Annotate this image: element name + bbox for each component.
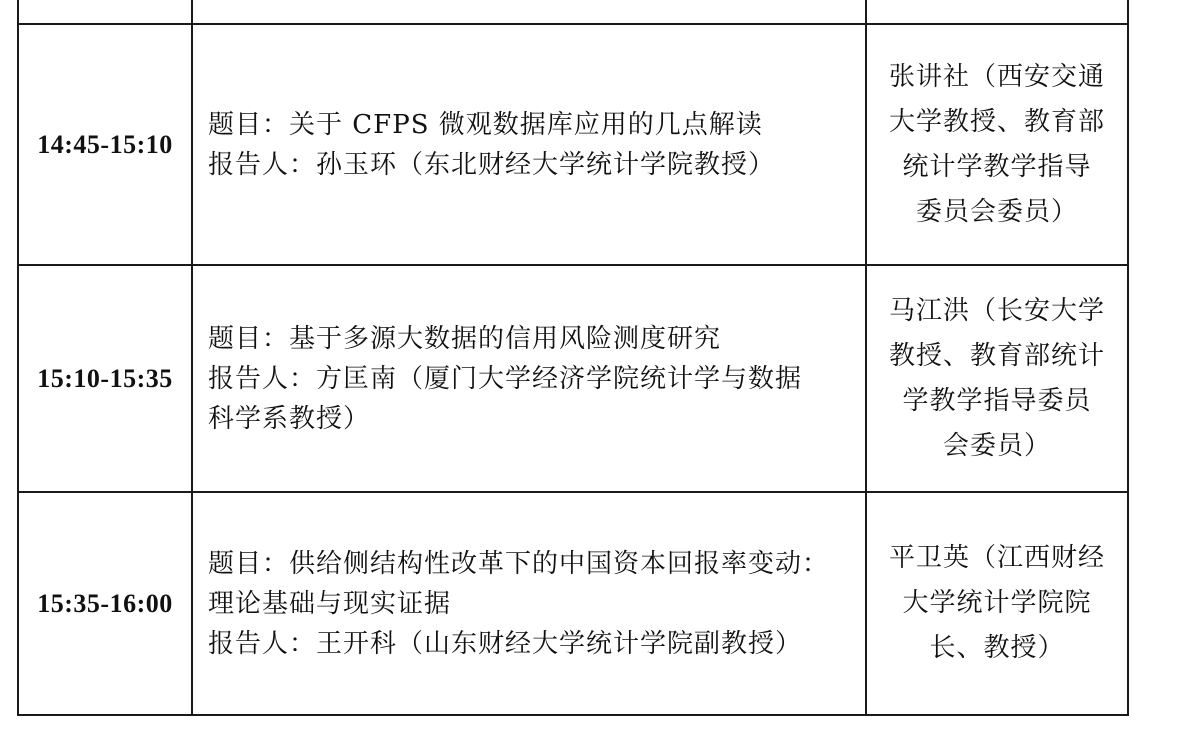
table-row: [18, 492, 1128, 715]
topic-title: 题目：基于多源大数据的信用风险测度研究: [208, 323, 722, 354]
topic-speaker: 报告人：方匡南（厦门大学经济学院统计学与数据: [208, 363, 803, 394]
topic-speaker: 报告人：孙玉环（东北财经大学统计学院教授）: [208, 149, 776, 180]
topic-speaker-cont: 科学系教授）: [208, 403, 371, 434]
host-line: 学教学指导委员: [902, 385, 1092, 416]
host-cell: [866, 265, 1128, 492]
host-line: 长、教授）: [929, 633, 1065, 663]
host-line: 张讲社（西安交通: [888, 61, 1105, 92]
topic-cell: [192, 265, 866, 492]
host-cell: [866, 24, 1128, 265]
schedule-table: [17, 0, 1129, 716]
host-line: 马江洪（长安大学: [888, 295, 1105, 326]
host-line: 大学教授、教育部: [888, 106, 1105, 137]
host-line: 大学统计学院院: [902, 588, 1092, 618]
host-line: 委员会委员）: [915, 196, 1078, 227]
topic-cell: [192, 492, 866, 715]
host-line: 平卫英（江西财经: [888, 543, 1105, 573]
time-cell: [18, 0, 192, 24]
host-cell: [866, 0, 1128, 24]
host-line: 会委员）: [942, 430, 1051, 461]
host-line: 统计学教学指导: [902, 151, 1092, 182]
time-cell: 15:35-16:00: [18, 492, 192, 715]
time-cell: 14:45-15:10: [18, 24, 192, 265]
table-row: [18, 265, 1128, 492]
topic-cell: [192, 24, 866, 265]
topic-speaker: 报告人：王开科（山东财经大学统计学院副教授）: [208, 628, 803, 659]
topic-title: 题目：供给侧结构性改革下的中国资本回报率变动：: [208, 548, 830, 579]
table-row: [18, 24, 1128, 265]
time-cell: 15:10-15:35: [18, 265, 192, 492]
host-line: 教授、教育部统计: [888, 340, 1105, 371]
table-row: [18, 0, 1128, 24]
host-cell: [866, 492, 1128, 715]
topic-title: 题目：关于 CFPS 微观数据库应用的几点解读: [208, 109, 763, 140]
topic-cell: [192, 0, 866, 24]
topic-title-cont: 理论基础与现实证据: [208, 588, 452, 619]
